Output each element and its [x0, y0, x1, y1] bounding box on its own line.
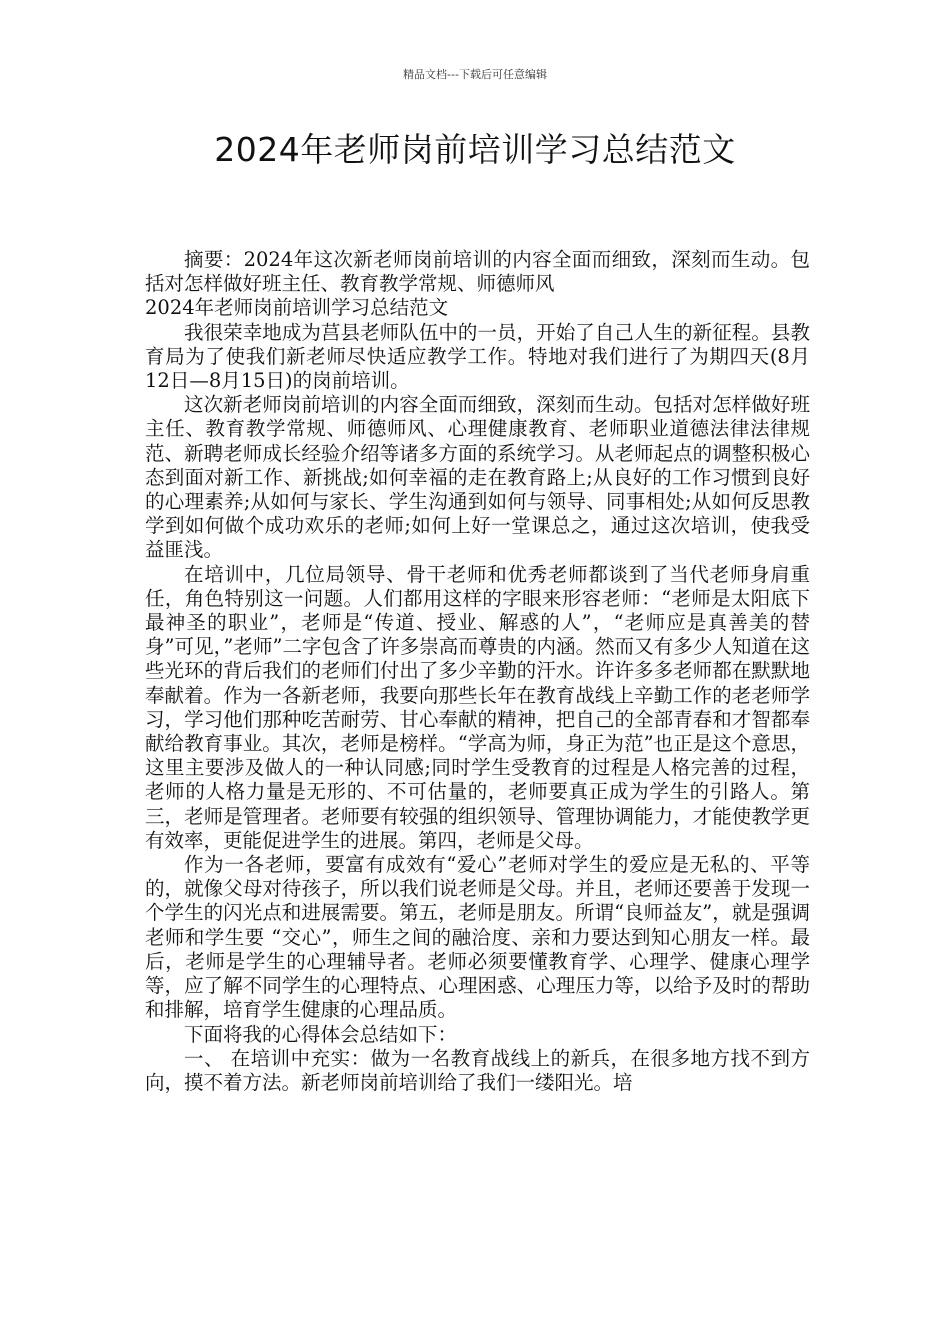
- header-note: 精品文档---下载后可任意编辑: [403, 68, 547, 81]
- body-paragraph: 作为一各老师，要富有成效有“爱心”老师对学生的爱应是无私的、平等的，就像父母对待孩子，所以我们说老师是父母。并且，老师还要善于发现一个学生的闪光点和进展需要。第五，老师是朋友。所谓“良师益友”，就是强调老师和学生要 “交心”，师生之间的融洽度、亲和力要达到知心朋友一样。最后，老师是学生的心理辅导者。老师必须要懂教育学、心理学、健康心理学等，应了解不同学生的心理特点、心理困惑、心理压力等，以给予及时的帮助和排解，培育学生健康的心理品质。: [145, 853, 810, 1022]
- body-paragraph: 在培训中，几位局领导、骨干老师和优秀老师都谈到了当代老师身肩重任，角色特别这一问题。人们都用这样的字眼来形容老师：“老师是太阳底下最神圣的职业”，老师是“传道、授业、解惑的人”，“老师应是真善美的替身”可见，”老师”二字包含了许多崇高而尊贵的内涵。然而又有多少人知道在这些光环的背后我们的老师们付出了多少辛勤的汗水。许许多多老师都在默默地奉献着。作为一各新老师，我要向那些长年在教育战线上辛勤工作的老老师学习，学习他们那种吃苦耐劳、甘心奉献的精神，把自己的全部青春和才智都奉献给教育事业。其次，老师是榜样。“学高为师，身正为范”也正是这个意思，这里主要涉及做人的一种认同感;同时学生受教育的过程是人格完善的过程，老师的人格力量是无形的、不可估量的，老师要真正成为学生的引路人。第三，老师是管理者。老师要有较强的组织领导、管理协调能力，才能使教学更有效率，更能促进学生的进展。第四，老师是父母。: [145, 562, 810, 852]
- body-paragraph: 这次新老师岗前培训的内容全面而细致，深刻而生动。包括对怎样做好班主任、教育教学常规、师德师风、心理健康教育、老师职业道德法律法律规范、新聘老师成长经验介绍等诸多方面的系统学习。从老师起点的调整积极心态到面对新工作、新挑战;如何幸福的走在教育路上;从良好的工作习惯到良好的心理素养;从如何与家长、学生沟通到如何与领导、同事相处;从如何反思教学到如何做个成功欢乐的老师;如何上好一堂课总之，通过这次培训，使我受益匪浅。: [145, 393, 810, 562]
- body-paragraph: 下面将我的心得体会总结如下：: [184, 1022, 458, 1046]
- subtitle-line: 2024年老师岗前培训学习总结范文: [145, 296, 449, 320]
- body-paragraph: 我很荣幸地成为莒县老师队伍中的一员，开始了自己人生的新征程。县教育局为了使我们新老师尽快适应教学工作。特地对我们进行了为期四天(8月12日—8月15日)的岗前培训。: [145, 320, 810, 393]
- document-title: 2024年老师岗前培训学习总结范文: [214, 130, 736, 169]
- abstract-paragraph: 摘要：2024年这次新老师岗前培训的内容全面而细致，深刻而生动。包括对怎样做好班主任、教育教学常规、师德师风: [145, 248, 810, 296]
- document-body: [145, 248, 810, 1095]
- body-paragraph: 一、 在培训中充实：做为一名教育战线上的新兵，在很多地方找不到方向，摸不着方法。新老师岗前培训给了我们一缕阳光。培: [145, 1046, 810, 1094]
